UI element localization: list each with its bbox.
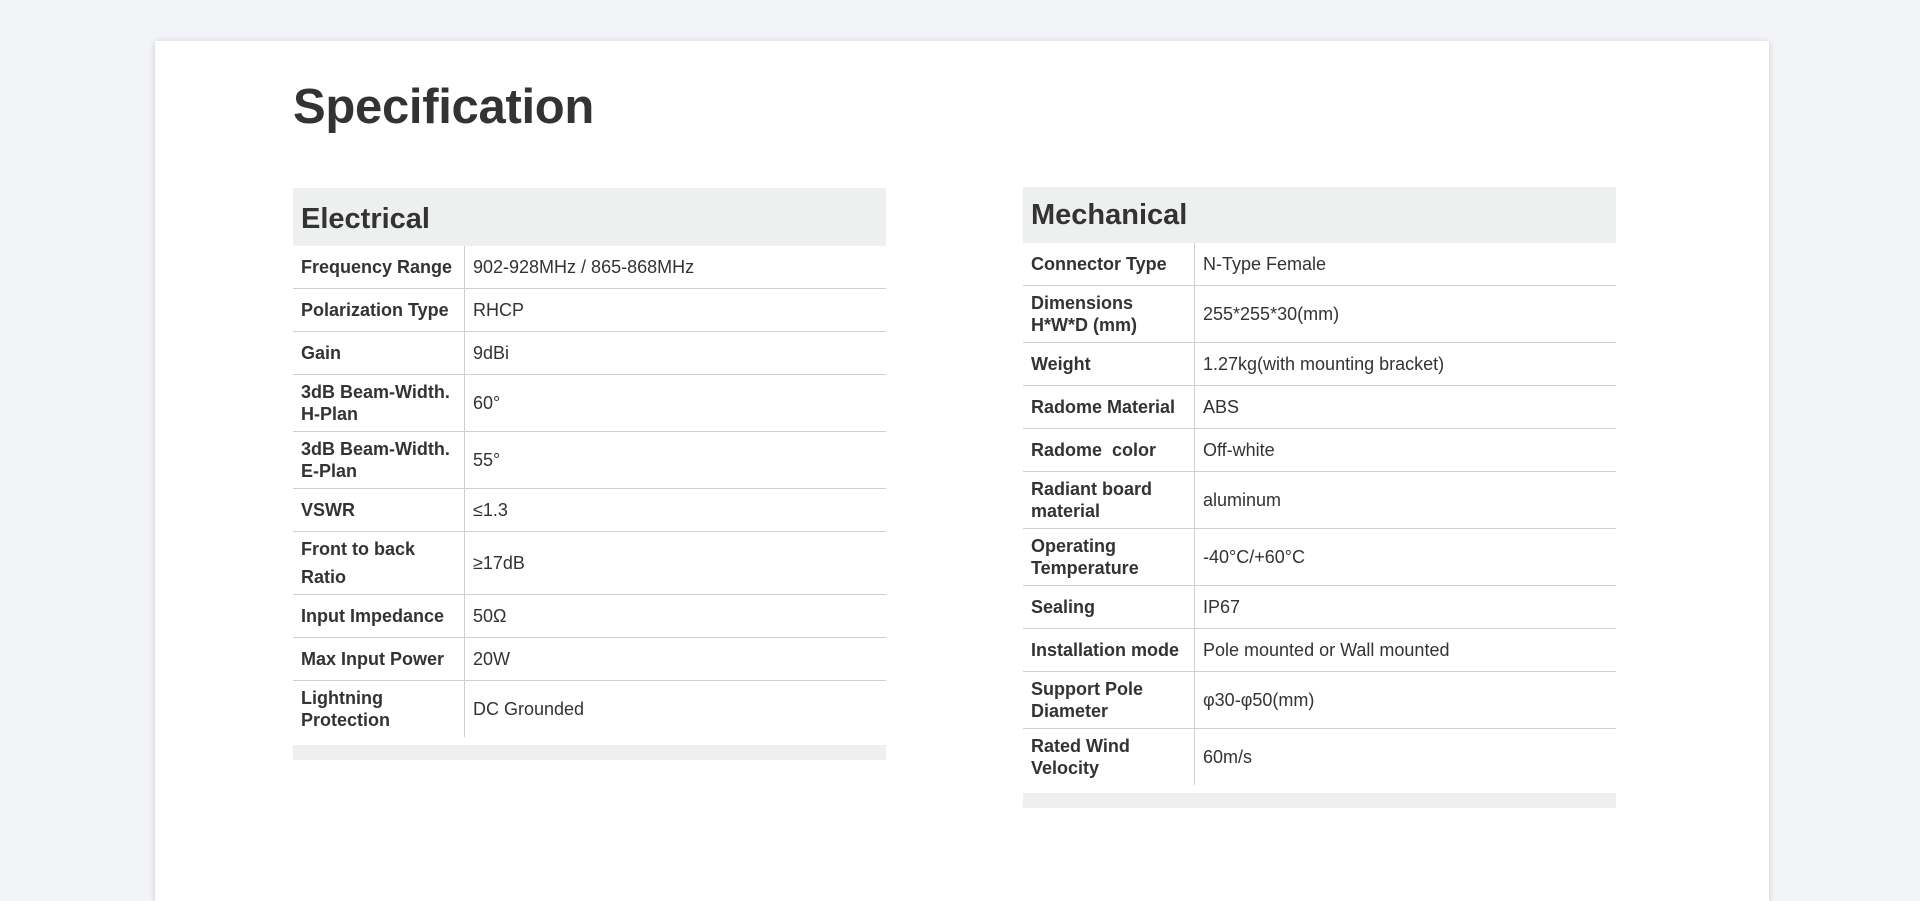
mechanical-header: Mechanical: [1023, 187, 1616, 243]
table-row: [1023, 343, 1616, 386]
spec-value: ≥17dB: [465, 532, 887, 595]
table-row: [1023, 529, 1616, 586]
spec-label: Radome Material: [1023, 386, 1195, 429]
electrical-table: [293, 246, 886, 737]
spec-label: Input Impedance: [293, 595, 465, 638]
spec-label: Installation mode: [1023, 629, 1195, 672]
table-row: [293, 289, 886, 332]
spec-value: 9dBi: [465, 332, 887, 375]
page-title: Specification: [293, 80, 595, 134]
spec-label: 3dB Beam-Width. E-Plan: [293, 432, 465, 489]
table-row: [293, 532, 886, 595]
spec-value: φ30-φ50(mm): [1195, 672, 1617, 729]
spec-value: DC Grounded: [473, 699, 585, 719]
spec-value: RHCP: [465, 289, 887, 332]
spec-value: aluminum: [1195, 472, 1617, 529]
spec-label: Weight: [1023, 343, 1195, 386]
table-row: [1023, 472, 1616, 529]
mechanical-panel: [1023, 187, 1616, 808]
table-row: [1023, 672, 1616, 729]
spec-label: Radome color: [1023, 429, 1195, 472]
table-row: [293, 489, 886, 532]
table-row: [293, 681, 886, 738]
spec-value: 20W: [465, 638, 887, 681]
spec-value: 1.27kg(with mounting bracket): [1195, 343, 1617, 386]
electrical-panel: [293, 188, 886, 760]
table-row: [293, 638, 886, 681]
content-card: [155, 41, 1769, 901]
spec-value: -40°C/+60°C: [1195, 529, 1617, 586]
spec-label: Sealing: [1023, 586, 1195, 629]
spec-label: Radiant board material: [1023, 472, 1195, 529]
spec-value: IP67: [1195, 586, 1617, 629]
table-row: [1023, 286, 1616, 343]
spec-value: ≤1.3: [465, 489, 887, 532]
spec-value: 60°: [465, 375, 887, 432]
spec-label: Operating Temperature: [1023, 529, 1195, 586]
table-row: [1023, 429, 1616, 472]
spec-label: Rated Wind Velocity: [1023, 729, 1195, 786]
spec-label: Connector Type: [1023, 243, 1195, 286]
spec-value: 60m/s: [1203, 747, 1253, 767]
spec-value: N-Type Female: [1195, 243, 1617, 286]
table-row: [293, 432, 886, 489]
table-row: [1023, 729, 1616, 786]
spec-label: Gain: [293, 332, 465, 375]
spec-value: Pole mounted or Wall mounted: [1195, 629, 1617, 672]
spec-value: 50Ω: [465, 595, 887, 638]
electrical-footer-bar: [293, 745, 886, 760]
spec-label: Dimensions H*W*D (mm): [1023, 286, 1195, 343]
table-row: [293, 595, 886, 638]
spec-label: VSWR: [293, 489, 465, 532]
spec-label: Polarization Type: [293, 289, 465, 332]
electrical-header: Electrical: [293, 188, 886, 246]
spec-value: Off-white: [1195, 429, 1617, 472]
table-row: [293, 246, 886, 289]
spec-label: Front to back Ratio: [293, 532, 465, 595]
spec-value: 255*255*30(mm): [1195, 286, 1617, 343]
spec-label: Support Pole Diameter: [1023, 672, 1195, 729]
table-row: [1023, 386, 1616, 429]
spec-label: Max Input Power: [293, 638, 465, 681]
table-row: [1023, 243, 1616, 286]
spec-label: 3dB Beam-Width. H-Plan: [293, 375, 465, 432]
spec-value: ABS: [1195, 386, 1617, 429]
mechanical-footer-bar: [1023, 793, 1616, 808]
spec-label: Lightning Protection: [293, 681, 465, 738]
mechanical-table: [1023, 243, 1616, 785]
spec-label: Frequency Range: [293, 246, 465, 289]
spec-value: 55°: [465, 432, 887, 489]
spec-value: 902-928MHz / 865-868MHz: [465, 246, 887, 289]
table-row: [293, 332, 886, 375]
table-row: [1023, 586, 1616, 629]
table-row: [293, 375, 886, 432]
table-row: [1023, 629, 1616, 672]
